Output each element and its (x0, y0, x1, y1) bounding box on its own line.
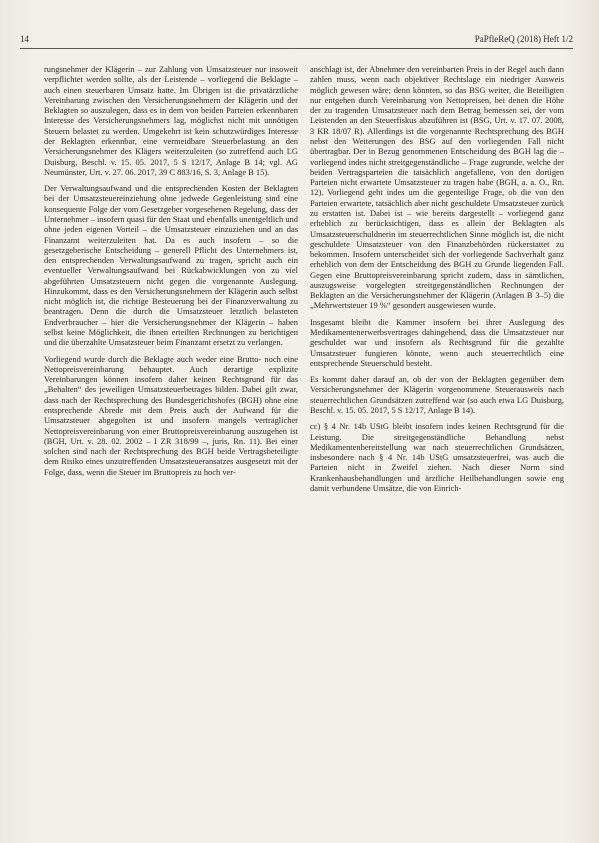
header-rule (20, 48, 573, 49)
journal-citation: PaPfleReQ (2018) Heft 1/2 (474, 34, 573, 44)
left-column (44, 64, 298, 483)
paragraph: Es kommt daher darauf an, ob der von der Beklagten gegenüber dem Versicherungsnehmer der Klägerin vorgenommene Steuerausweis nach steuerrechtlichen Grundsätzen zutreffend war (so auch etwa LG Duisburg, Beschl. v. 15. 05. 2017, 5 S 12/17, Anlage B 14). (310, 374, 564, 415)
paragraph: anschlagt ist, der Abnehmer den vereinbarten Preis in der Regel auch dann zahlen muss, wenn nach objektiver Rechtslage ein niedriger Ausweis möglich gewesen wäre; denn könnten, so das BSG weiter, die Beteiligten nur entgehen durch Vereinbarung von Nettopreisen, bei denen die Höhe der zu tragenden Umsatzsteuer nach dem Betrag bemessen sei, der vom Leistenden an den Steuerfiskus abzuführen ist (BSG, Urt. v. 17. 07. 2008, 3 KR 18/07 R). Allerdings ist die vorgenannte Rechtsprechung des BGH nebst den Weiterungen des BSG auf den vorliegenden Fall nicht übertragbar. Der in Bezug genommenen Entscheidung des BGH lag die – vorliegend indes nicht streitgegenständliche – Frage zugrunde, welche der beiden Vertragsparteien die tatsächlich angefallene, von den dortigen Parteien nicht erwartete Umsatzsteuer zu tragen habe (BGH, a. a. O., Rn. 12). Vorliegend geht indes um die gegenteilige Frage, ob die von den Parteien erwartete, tatsächlich aber nicht geschuldete Umsatzsteuer zurück zu erstatten ist. Dabei ist – wie bereits dargestellt – vorliegend ganz erheblich zu berücksichtigen, dass es allein der Beklagten als Umsatzsteuerschuldnerin im steuerrechtlichen Sinne möglich ist, die nicht geschuldete Umsatzsteuer von den Finanzbehörden rückerstattet zu bekommen. Insofern unterscheidet sich der vorliegende Sachverhalt ganz erheblich von dem der Entscheidung des BGH zu Grunde liegenden Fall. Gegen eine Bruttopreisvereinbarung spricht zudem, dass in sämtlichen, auszugsweise vorgelegten streitgegenständlichen Rechnungen der Beklagten an die Versicherungsnehmer der Klägerin (Anlagen B 3–5) die „Mehrwertsteuer 19 %“ gesondert ausgewiesen wurde. (310, 64, 564, 311)
page-header (20, 33, 573, 47)
paragraph: Der Verwaltungsaufwand und die entsprechenden Kosten der Beklagten bei der Umsatzsteuereinziehung ohne jedwede Gegenleistung sind eine konsequente Folge der vom Gesetzgeber vorgesehenen Regelung, dass der Unternehmer – insofern quasi für den Staat und ebenfalls unentgeltlich und ohne jeden eigenen Vorteil – die Umsatzsteuer einzuziehen und an das Finanzamt weiterzuleiten hat. Da es auch insofern – so die gesetzgeberische Entscheidung – generell Pflicht des Unternehmers ist, den entsprechenden Verwaltungsaufwand zu tragen, spricht auch ein eventueller Verwaltungsaufwand bei Rückabwicklungen von zu viel abgeführten Umsatzsteuern nicht gegen die vorgenannte Auslegung. Hinzukommt, dass es den Versicherungsnehmern der Klägerin auch selbst nicht möglich ist, die richtige Besteuerung bei der Finanzverwaltung zu beantragen. Denn die durch die Umsatzsteuer letztlich belasteten Endverbraucher – hier die Versicherungsnehmer der Klägerin – haben selbst keine Möglichkeit, die ihnen erteilten Rechnungen zu berichtigen und die überzahlte Umsatzsteuer beim Finanzamt ersetzt zu verlangen. (44, 183, 298, 348)
paragraph: Insgesamt bleibt die Kammer insofern bei ihrer Auslegung des Medikamentenerwerbsvertrages dahingehend, dass die Umsatzsteuer nur geschuldet war und insofern als Rechtsgrund für die gezahlte Umsatzsteuer fungieren könnte, wenn auch steuerrechtlich eine entsprechende Steuerschuld besteht. (310, 316, 564, 368)
page-number: 14 (20, 34, 29, 44)
paragraph: cc) § 4 Nr. 14b UStG bleibt insofern indes keinen Rechtsgrund für die Leistung. Die streitgegenständliche Behandlung nebst Medikamentenbereitstellung war nach steuerrechtlichen Grundsätzen, insbesondere nach § 4 Nr. 14b UStG umsatzsteuerfrei, was auch die Parteien nicht in Zweifel ziehen. Nach dieser Norm sind Krankenhausbehandlungen und ärztliche Heilbehandlungen sowie eng damit verbundene Umsätze, die von Einrich- (310, 421, 564, 493)
paragraph: Vorliegend wurde durch die Beklagte auch weder eine Brutto- noch eine Nettopreisvereinbarung behauptet. Auch derartige explizite Vereinbarungen können insofern daher keinen Rechtsgrund für das „Behalten“ des jeweiligen Umsatzsteuerbetrages bilden. Dabei gilt zwar, dass nach der Rechtsprechung des Bundesgerichtshofes (BGH) ohne eine entsprechende Abrede mit dem Preis auch der Aufwand für die Umsatzsteuer abgegolten ist und insofern mangels vertraglicher Nettopreisvereinbarung von einer Bruttopreisvereinbarung auszugehen ist (BGH, Urt. v. 28. 02. 2002 – I ZR 318/99 –, juris, Rn. 11). Bei einer solchen sind nach der Rechtsprechung des BGH beide Vertragsbeteiligte dem Risiko eines unzutreffenden Umsatzsteueransatzes ausgesetzt mit der Folge, dass, wenn die Steuer im Bruttopreis zu hoch ver- (44, 353, 298, 477)
paragraph: rungsnehmer der Klägerin – zur Zahlung von Umsatzsteuer nur insoweit verpflichtet werden sollte, als der Leistende – vorliegend die Beklagte – auch einen steuerbaren Umsatz hatte. Im Übrigen ist die privatärztliche Vereinbarung zwischen den Versicherungsnehmern der Klägerin und der Beklagten so auszulegen, dass es in dem von beiden Parteien erkennbaren Interesse des Versicherungsnehmers lag, möglichst nicht mit unnötigen Steuern belastet zu werden. Umgekehrt ist kein schutzwürdiges Interesse der Beklagten erkennbar, eine vermeidbare Steuerbelastung an den Versicherungsnehmer des Klägers weiterzuleiten (so zutreffend auch LG Duisburg, Beschl. v. 15. 05. 2017, 5 S 12/17, Anlage B 14; vgl. AG Neumünster, Urt. v. 27. 06. 2017, 39 C 883/16, S. 3, Anlage B 15). (44, 64, 298, 177)
right-column (310, 64, 564, 499)
